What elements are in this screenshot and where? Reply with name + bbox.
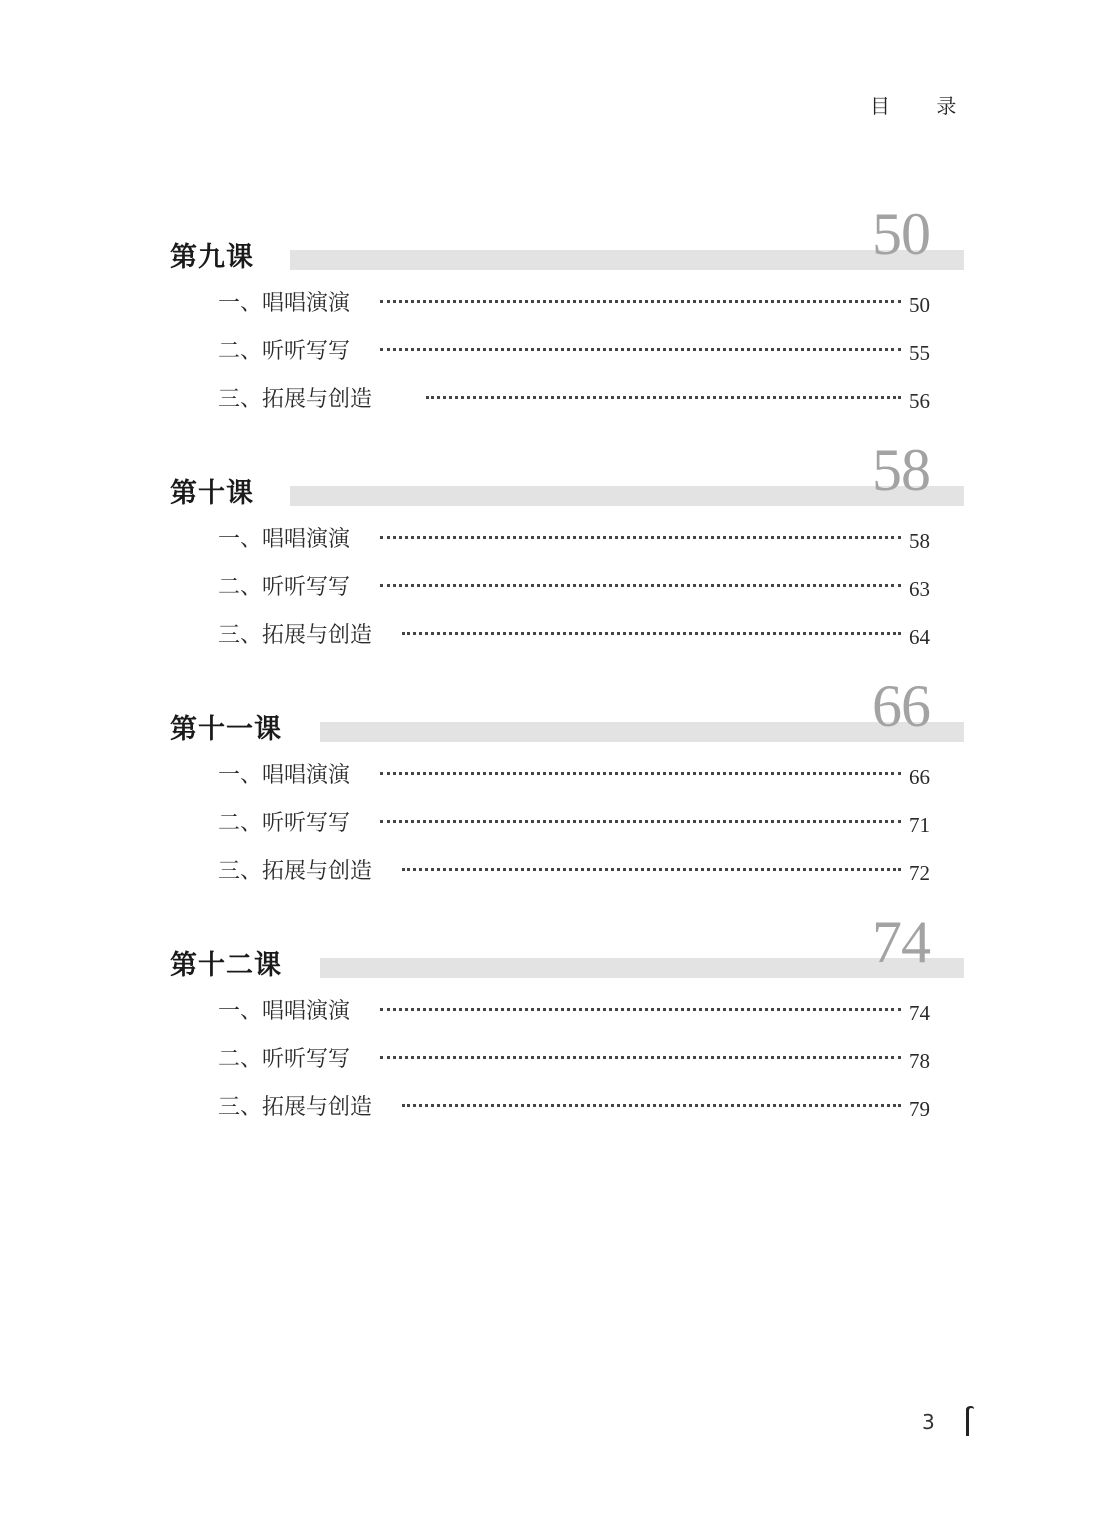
toc-entry-page: 79 (909, 1097, 930, 1121)
lesson-header (0, 909, 1100, 990)
lesson-header (0, 201, 1100, 282)
lesson-header-bar (290, 250, 964, 270)
toc-entry-label: 三、拓展与创造 (218, 859, 373, 884)
dot-leader (380, 536, 901, 539)
dot-leader (380, 1056, 901, 1059)
music-note-icon (960, 1404, 980, 1438)
toc-entry-page: 55 (909, 341, 930, 365)
toc-entry-label: 三、拓展与创造 (218, 1095, 373, 1120)
lesson-start-page: 74 (872, 909, 930, 975)
toc-entry[interactable] (0, 1036, 1100, 1084)
lesson-start-page: 58 (872, 437, 930, 503)
page-number: 3 (922, 1410, 935, 1434)
toc-entry[interactable] (0, 328, 1100, 376)
toc-entry-page: 50 (909, 293, 930, 317)
lesson-header-bar (320, 958, 964, 978)
dot-leader (402, 632, 901, 635)
toc-entry[interactable] (0, 612, 1100, 660)
toc-entry-label: 一、唱唱演演 (218, 527, 351, 552)
toc-entry-page: 63 (909, 577, 930, 601)
dot-leader (380, 820, 901, 823)
dot-leader (402, 868, 901, 871)
toc-entry-page: 74 (909, 1001, 930, 1025)
lesson-section (0, 201, 1100, 458)
lesson-start-page: 66 (872, 673, 930, 739)
dot-leader (380, 300, 901, 303)
toc-entry-page: 66 (909, 765, 930, 789)
toc-entry-label: 一、唱唱演演 (218, 291, 351, 316)
lesson-header (0, 437, 1100, 518)
lesson-header-bar (290, 486, 964, 506)
toc-entry[interactable] (0, 516, 1100, 564)
lesson-items (0, 988, 1100, 1132)
dot-leader (402, 1104, 901, 1107)
toc-entry[interactable] (0, 752, 1100, 800)
toc-entry-page: 56 (909, 389, 930, 413)
dot-leader (380, 348, 901, 351)
toc-entry[interactable] (0, 800, 1100, 848)
lesson-items (0, 280, 1100, 424)
lesson-section (0, 673, 1100, 930)
toc-entry-label: 二、听听写写 (218, 575, 351, 600)
lesson-title[interactable]: 第十二课 (170, 950, 282, 981)
lesson-items (0, 752, 1100, 896)
toc-entry-page: 78 (909, 1049, 930, 1073)
lesson-start-page: 50 (872, 201, 930, 267)
toc-entry-label: 一、唱唱演演 (218, 999, 351, 1024)
lesson-section (0, 909, 1100, 1166)
lesson-title[interactable]: 第十一课 (170, 714, 282, 745)
running-head: 目 录 (870, 94, 977, 118)
toc-entry[interactable] (0, 848, 1100, 896)
toc-entry-page: 58 (909, 529, 930, 553)
lesson-section (0, 437, 1100, 694)
toc-entry-label: 三、拓展与创造 (218, 387, 373, 412)
lesson-header (0, 673, 1100, 754)
dot-leader (426, 396, 901, 399)
toc-entry-page: 72 (909, 861, 930, 885)
toc-entry-page: 64 (909, 625, 930, 649)
lesson-items (0, 516, 1100, 660)
toc-entry[interactable] (0, 1084, 1100, 1132)
toc-entry-label: 二、听听写写 (218, 1047, 351, 1072)
toc-entry-label: 二、听听写写 (218, 811, 351, 836)
lesson-header-bar (320, 722, 964, 742)
toc-entry-label: 三、拓展与创造 (218, 623, 373, 648)
lesson-title[interactable]: 第九课 (170, 242, 254, 273)
lesson-title[interactable]: 第十课 (170, 478, 254, 509)
toc-entry-label: 一、唱唱演演 (218, 763, 351, 788)
toc-entry[interactable] (0, 988, 1100, 1036)
toc-entry[interactable] (0, 564, 1100, 612)
toc-entry[interactable] (0, 376, 1100, 424)
dot-leader (380, 772, 901, 775)
toc-entry-label: 二、听听写写 (218, 339, 351, 364)
toc-entry[interactable] (0, 280, 1100, 328)
dot-leader (380, 1008, 901, 1011)
dot-leader (380, 584, 901, 587)
toc-entry-page: 71 (909, 813, 930, 837)
